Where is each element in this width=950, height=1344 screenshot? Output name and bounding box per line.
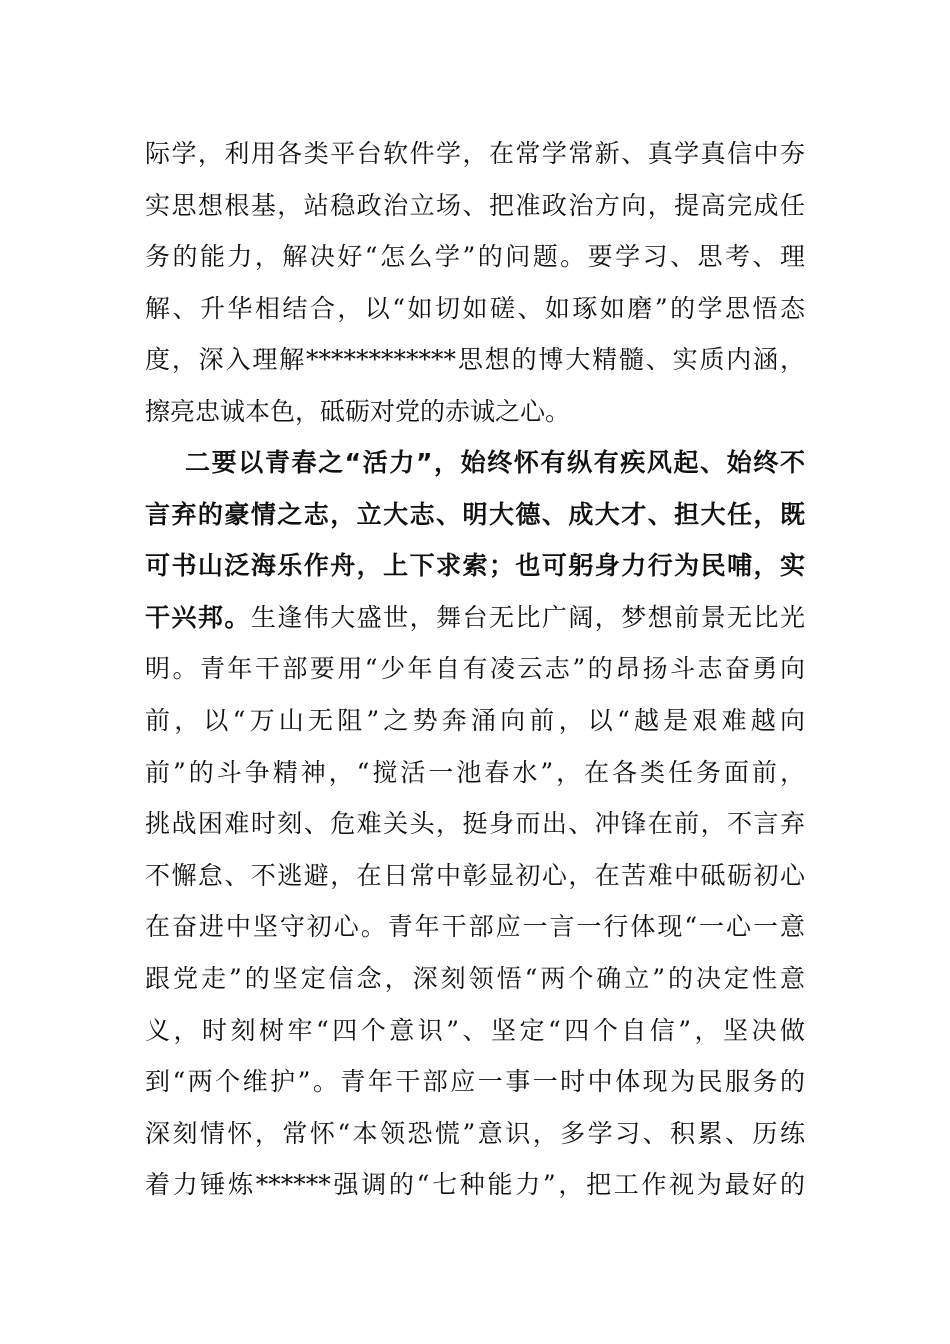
paragraph-line: 际学，利用各类平台软件学，在常学常新、真学真信中夯 <box>145 139 805 168</box>
mixed-line <box>145 592 805 644</box>
paragraph-line: 义，时刻树牢“四个意识”、坚定“四个自信”，坚决做 <box>145 1015 805 1045</box>
paragraph-line: 前，以“万山无阻”之势奔涌向前，以“越是艰难越向 <box>145 705 805 735</box>
paragraph-line: 挑战困难时刻、危难关头，挺身而出、冲锋在前，不言弃 <box>145 809 805 839</box>
bold-heading-line: 二要以青春之“活力”，始终怀有纵有疾风起、始终不 <box>185 448 805 477</box>
bold-heading-end: 干兴邦。 <box>145 602 251 632</box>
paragraph-line: 在奋进中坚守初心。青年干部应一言一行体现“一心一意 <box>145 912 805 942</box>
paragraph-line: 明。青年干部要用“少年自有凌云志”的昂扬斗志奋勇向 <box>145 654 805 684</box>
body-text: 生逢伟大盛世，舞台无比广阔，梦想前景无比光 <box>250 602 805 632</box>
paragraph-line: 擦亮忠诚本色，砥砺对党的赤诚之心。 <box>145 396 571 426</box>
paragraph-line: 跟党走”的坚定信念，深刻领悟“两个确立”的决定性意 <box>145 963 805 993</box>
paragraph-line: 到“两个维护”。青年干部应一事一时中体现为民服务的 <box>145 1067 805 1097</box>
paragraph-line: 度，深入理解************思想的博大精髓、实质内涵， <box>145 345 805 375</box>
paragraph-line: 着力锤炼******强调的“七种能力”，把工作视为最好的 <box>145 1170 805 1200</box>
paragraph-1 <box>145 128 805 438</box>
paragraph-line: 前”的斗争精神，“搅活一池春水”，在各类任务面前， <box>145 757 805 787</box>
paragraph-line: 深刻情怀，常怀“本领恐慌”意识，多学习、积累、历练 <box>145 1118 805 1148</box>
paragraph-line: 不懈怠、不逃避，在日常中彰显初心，在苦难中砥砺初心 <box>145 860 805 890</box>
paragraph-line: 解、升华相结合，以“如切如磋、如琢如磨”的学思悟态 <box>145 293 805 323</box>
paragraph-2 <box>145 437 805 1211</box>
paragraph-line: 实思想根基，站稳政治立场、把准政治方向，提高完成任 <box>145 190 805 220</box>
bold-heading-line: 可书山泛海乐作舟，上下求索；也可躬身力行为民哺，实 <box>145 551 805 581</box>
paragraph-line: 务的能力，解决好“怎么学”的问题。要学习、思考、理 <box>145 242 805 272</box>
bold-heading-line: 言弃的豪情之志，立大志、明大德、成大才、担大任，既 <box>145 499 805 529</box>
